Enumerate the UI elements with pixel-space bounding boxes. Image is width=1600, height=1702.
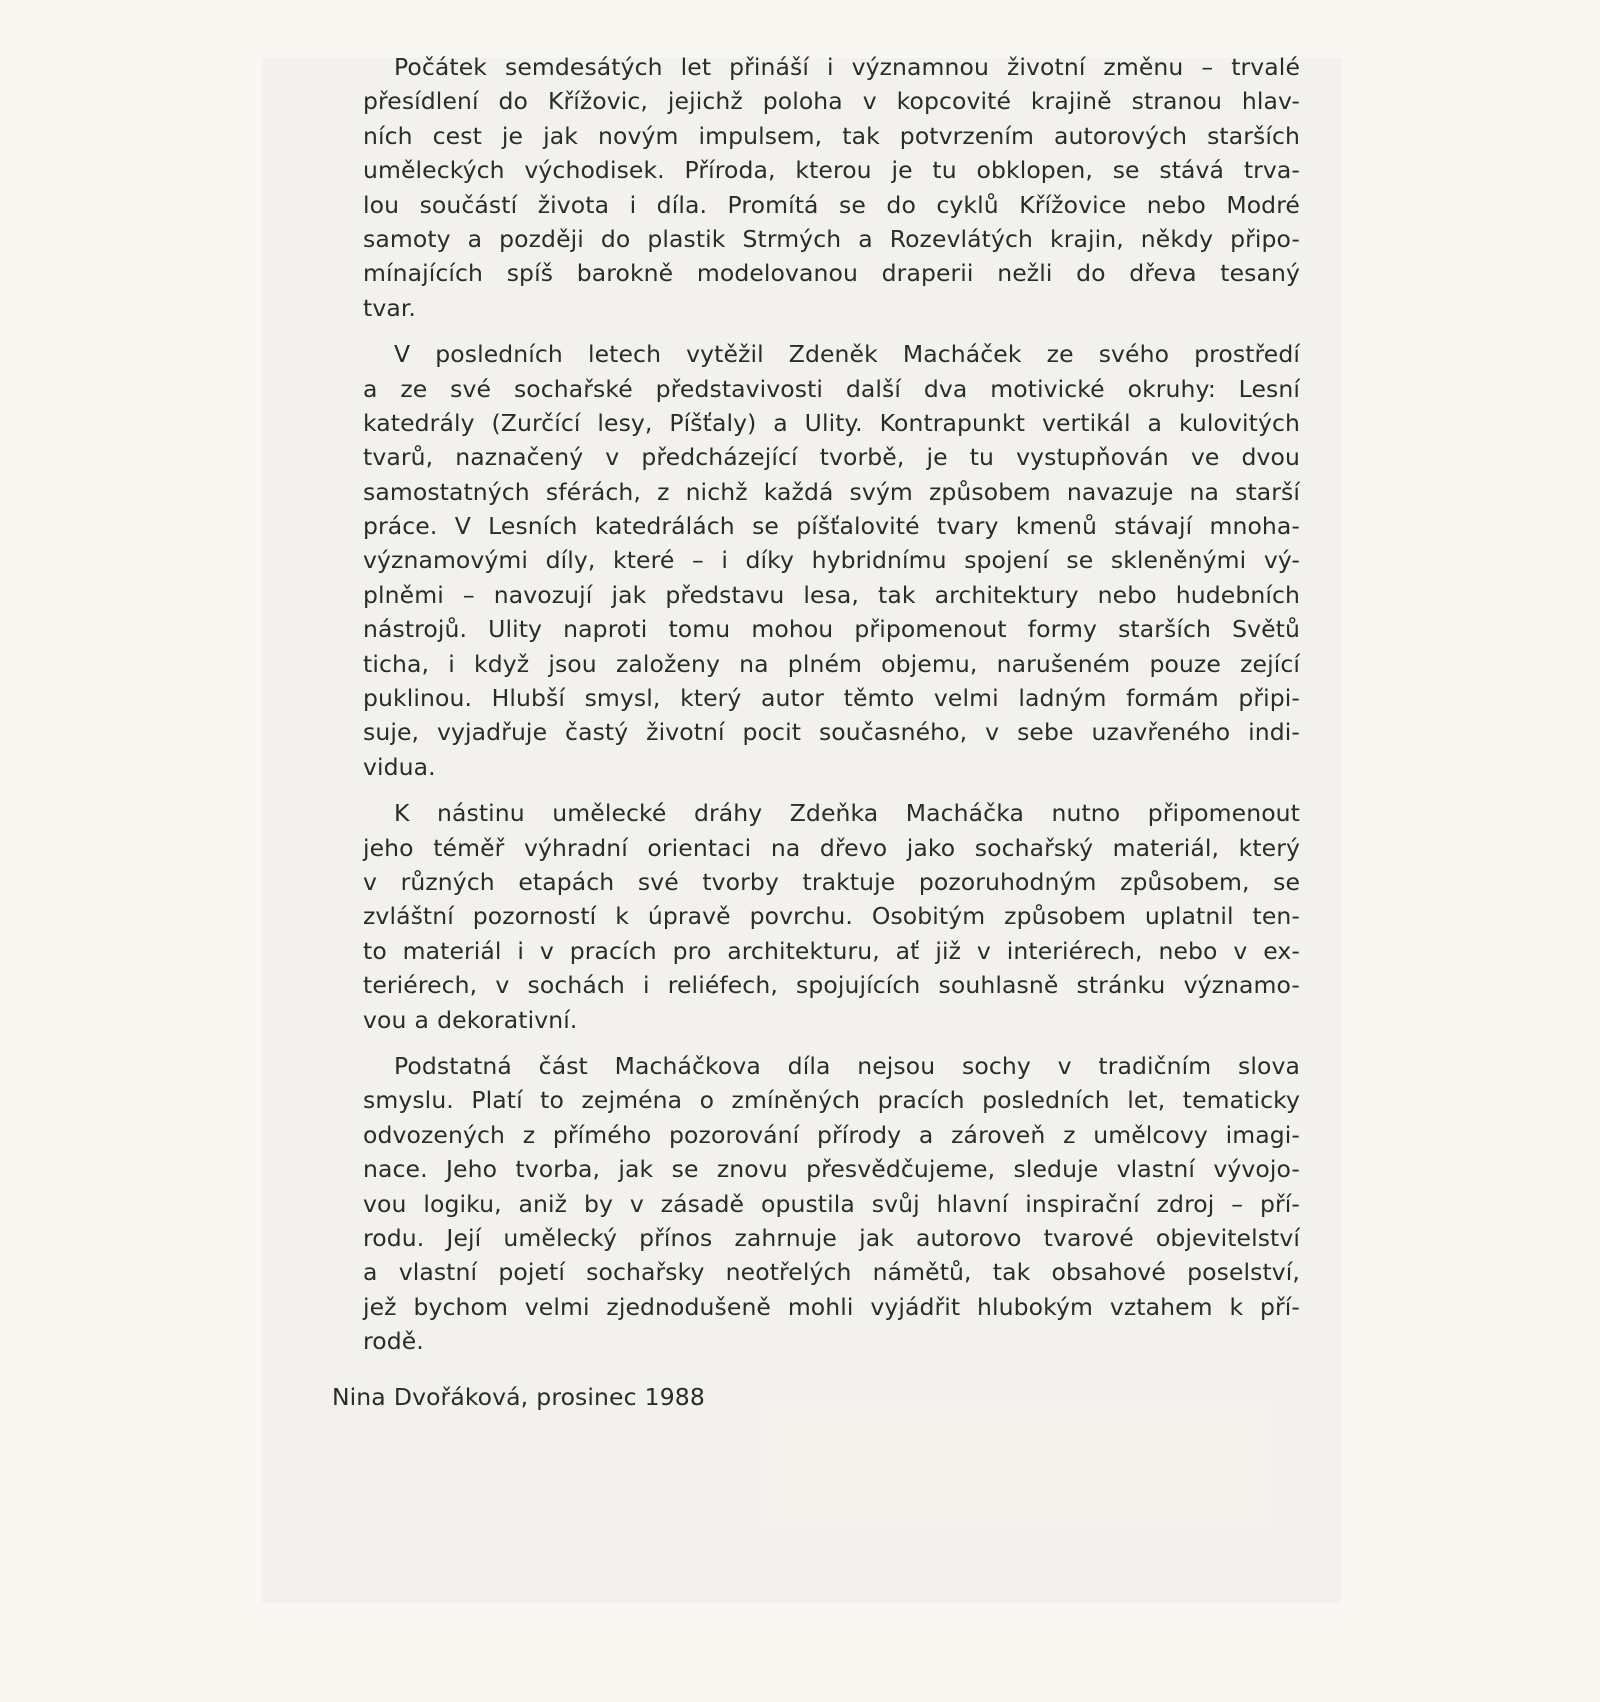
signature-text: Nina Dvořáková, prosinec 1988 bbox=[332, 1383, 705, 1412]
text-line: nace. Jeho tvorba, jak se znovu přesvědčujeme, sleduje vlastní vývojo- bbox=[363, 1155, 1300, 1184]
text-line: K nástinu umělecké dráhy Zdeňka Macháčka nutno připomenout bbox=[394, 799, 1300, 828]
paragraph-1 bbox=[332, 50, 1300, 325]
text-line: vou a dekorativní. bbox=[363, 1005, 578, 1034]
text-line: rodu. Její umělecký přínos zahrnuje jak autorovo tvarové objevitelství bbox=[363, 1223, 1300, 1252]
text-line: práce. V Lesních katedrálách se píšťalovité tvary kmenů stávají mnoha- bbox=[363, 512, 1300, 541]
text-line: jež bychom velmi zjednodušeně mohli vyjádřit hlubokým vztahem k pří- bbox=[363, 1292, 1300, 1321]
text-line: suje, vyjadřuje častý životní pocit současného, v sebe uzavřeného indi- bbox=[363, 718, 1300, 747]
text-line: puklinou. Hlubší smysl, který autor těmto velmi ladným formám připi- bbox=[363, 684, 1300, 713]
text-line: v různých etapách své tvorby traktuje pozoruhodným způsobem, se bbox=[363, 867, 1300, 896]
text-line: ních cest je jak novým impulsem, tak potvrzením autorových starších bbox=[363, 121, 1300, 150]
author-signature bbox=[332, 1380, 1300, 1414]
text-line: teriérech, v sochách i reliéfech, spojujících souhlasně stránku významo- bbox=[363, 971, 1300, 1000]
text-line: mínajících spíš barokně modelovanou draperii nežli do dřeva tesaný bbox=[363, 259, 1300, 288]
text-line: Počátek semdesátých let přináší i významnou životní změnu – trvalé bbox=[394, 53, 1300, 81]
text-line: rodě. bbox=[363, 1327, 424, 1356]
text-line: smyslu. Platí to zejména o zmíněných pracích posledních let, tematicky bbox=[363, 1086, 1300, 1115]
text-line: jeho téměř výhradní orientaci na dřevo jako sochařský materiál, který bbox=[363, 833, 1300, 862]
text-line: Podstatná část Macháčkova díla nejsou sochy v tradičním slova bbox=[394, 1051, 1300, 1080]
text-line: vidua. bbox=[363, 752, 436, 781]
text-line: nástrojů. Ulity naproti tomu mohou připomenout formy starších Světů bbox=[363, 615, 1300, 644]
text-line: samostatných sférách, z nichž každá svým způsobem navazuje na starší bbox=[363, 477, 1300, 506]
paragraph-3 bbox=[332, 796, 1300, 1037]
text-line: a ze své sochařské představivosti další dva motivické okruhy: Lesní bbox=[363, 374, 1300, 403]
text-line: V posledních letech vytěžil Zdeněk Macháček ze svého prostředí bbox=[394, 340, 1300, 369]
text-line: zvláštní pozorností k úpravě povrchu. Osobitým způsobem uplatnil ten- bbox=[363, 902, 1300, 931]
text-line: tvar. bbox=[363, 293, 416, 322]
text-line: tvarů, naznačený v předcházející tvorbě, je tu vystupňován ve dvou bbox=[363, 443, 1300, 472]
text-line: ticha, i když jsou založeny na plném objemu, narušeném pouze zející bbox=[363, 649, 1300, 678]
paragraph-2 bbox=[332, 337, 1300, 784]
text-line: uměleckých východisek. Příroda, kterou je tu obklopen, se stává trva- bbox=[363, 156, 1300, 185]
text-line: vou logiku, aniž by v zásadě opustila svůj hlavní inspirační zdroj – pří- bbox=[363, 1189, 1300, 1218]
text-column bbox=[332, 50, 1300, 1427]
text-line: katedrály (Zurčící lesy, Píšťaly) a Ulity. Kontrapunkt vertikál a kulovitých bbox=[363, 408, 1300, 437]
text-line: významovými díly, které – i díky hybridnímu spojení se skleněnými vý- bbox=[363, 546, 1300, 575]
text-line: a vlastní pojetí sochařsky neotřelých námětů, tak obsahové poselství, bbox=[363, 1258, 1300, 1287]
text-line: lou součástí života i díla. Promítá se do cyklů Křížovice nebo Modré bbox=[363, 190, 1300, 219]
text-line: odvozených z přímého pozorování přírody a zároveň z umělcovy imagi- bbox=[363, 1120, 1300, 1149]
text-line: přesídlení do Křížovic, jejichž poloha v kopcovité krajině stranou hlav- bbox=[363, 87, 1300, 116]
text-line: plněmi – navozují jak představu lesa, tak architektury nebo hudebních bbox=[363, 580, 1300, 609]
text-line: samoty a později do plastik Strmých a Rozevlátých krajin, někdy připo- bbox=[363, 224, 1300, 253]
paragraph-4 bbox=[332, 1049, 1300, 1359]
text-line: to materiál i v pracích pro architekturu, ať již v interiérech, nebo v ex- bbox=[363, 936, 1300, 965]
